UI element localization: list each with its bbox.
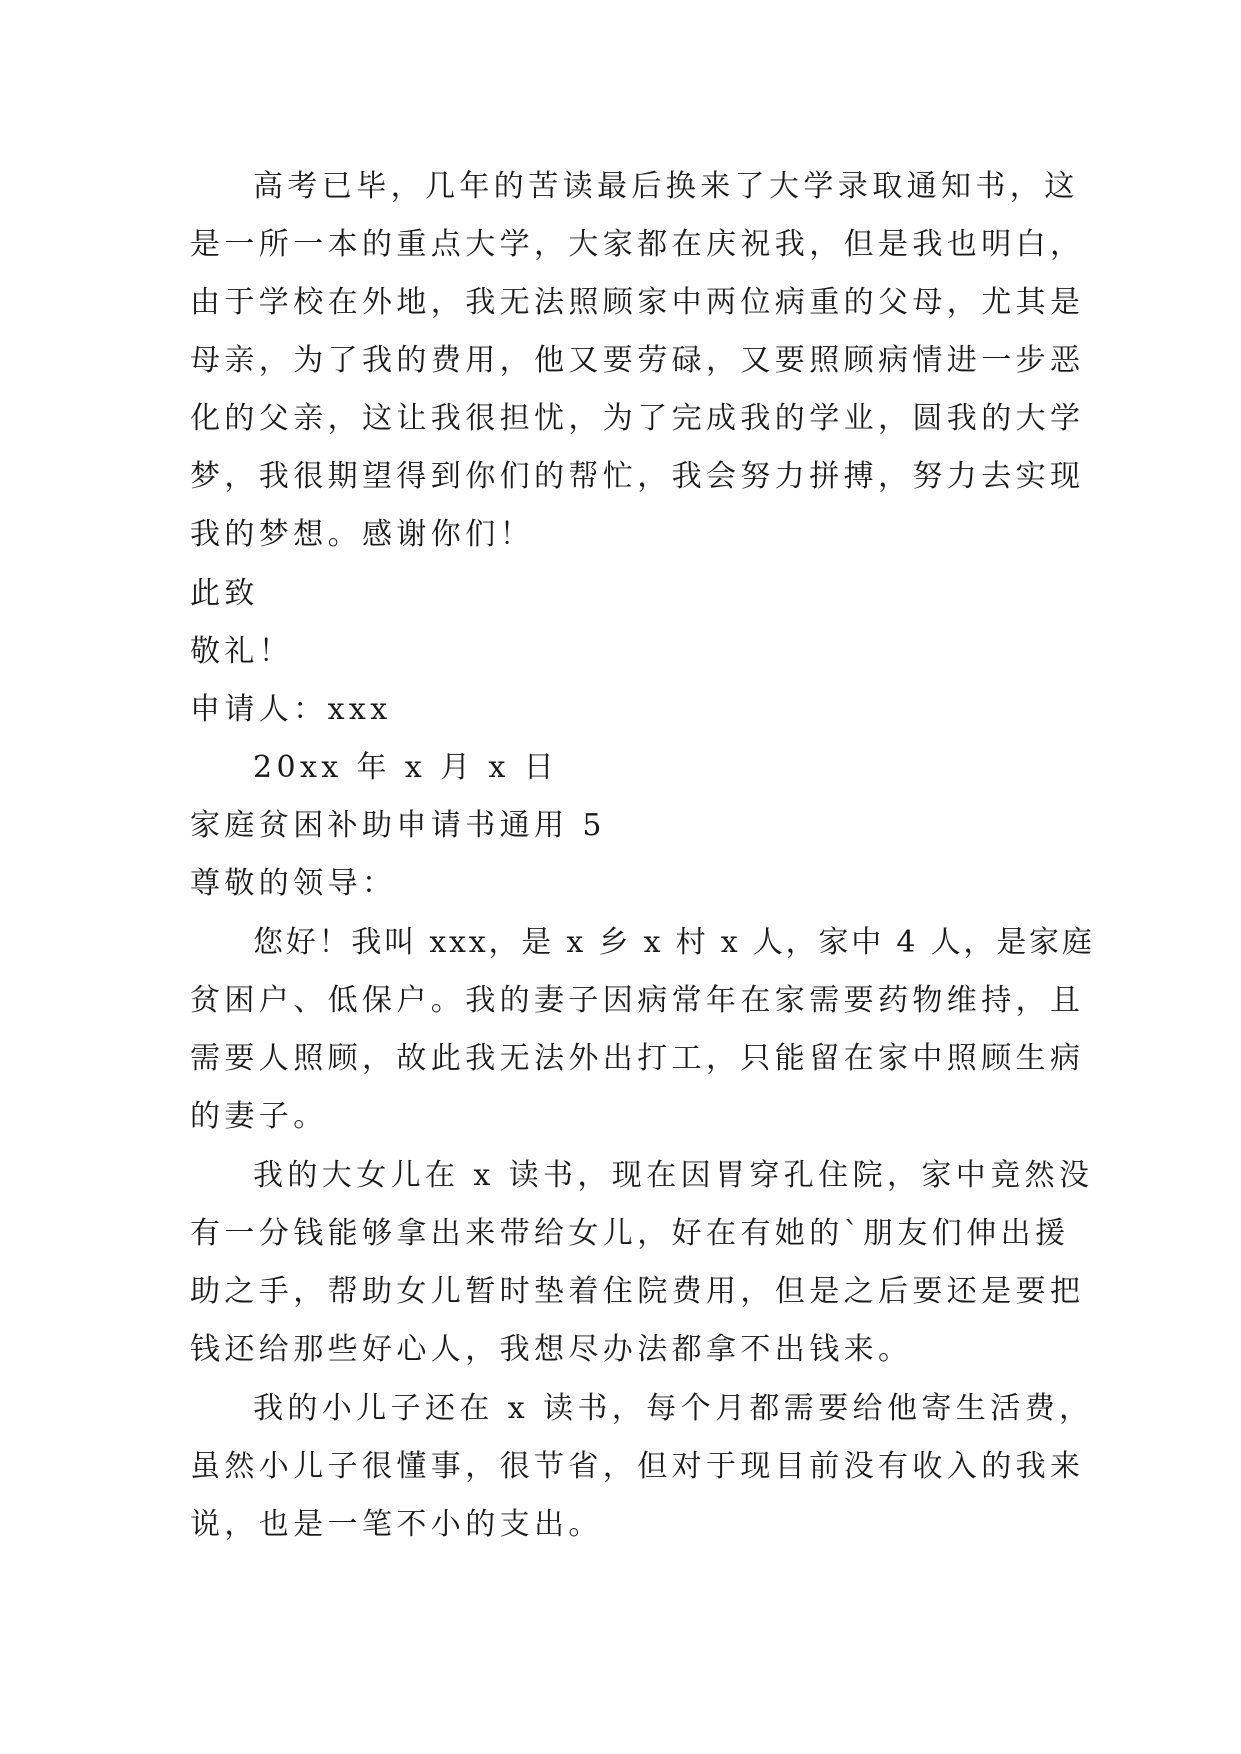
paragraph-line: 由于学校在外地，我无法照顾家中两位病重的父母，尤其是 bbox=[190, 285, 1085, 320]
paragraph-line: 我的梦想。感谢你们！ bbox=[190, 517, 534, 552]
paragraph-line: 您好！我叫 xxx，是 x 乡 x 村 x 人，家中 4 人，是家庭 bbox=[253, 925, 1095, 960]
closing-line: 此致 bbox=[190, 576, 259, 611]
paragraph-line: 母亲，为了我的费用，他又要劳碌，又要照顾病情进一步恶 bbox=[190, 343, 1085, 378]
paragraph-line: 虽然小儿子很懂事，很节省，但对于现目前没有收入的我来 bbox=[190, 1449, 1085, 1484]
signature-date: 20xx 年 x 月 x 日 bbox=[253, 750, 559, 785]
salutation: 尊敬的领导： bbox=[190, 866, 397, 901]
paragraph-line: 说，也是一笔不小的支出。 bbox=[190, 1507, 603, 1542]
paragraph-line: 有一分钱能够拿出来带给女儿，好在有她的`朋友们伸出援 bbox=[190, 1216, 1070, 1251]
paragraph-line: 高考已毕，几年的苦读最后换来了大学录取通知书，这 bbox=[253, 169, 1079, 204]
paragraph-line: 钱还给那些好心人，我想尽办法都拿不出钱来。 bbox=[190, 1332, 913, 1367]
paragraph-line: 需要人照顾，故此我无法外出打工，只能留在家中照顾生病 bbox=[190, 1041, 1085, 1076]
applicant-signature: 申请人：xxx bbox=[190, 692, 392, 727]
paragraph-line: 梦，我很期望得到你们的帮忙，我会努力拼搏，努力去实现 bbox=[190, 459, 1085, 494]
closing-salutation: 敬礼！ bbox=[190, 634, 294, 669]
paragraph-line: 的妻子。 bbox=[190, 1099, 328, 1134]
paragraph-line: 助之手，帮助女儿暂时垫着住院费用，但是之后要还是要把 bbox=[190, 1274, 1085, 1309]
section-title: 家庭贫困补助申请书通用 5 bbox=[190, 808, 606, 843]
paragraph-line: 化的父亲，这让我很担忧，为了完成我的学业，圆我的大学 bbox=[190, 401, 1085, 436]
paragraph-line: 是一所一本的重点大学，大家都在庆祝我，但是我也明白， bbox=[190, 227, 1085, 262]
paragraph-line: 我的小儿子还在 x 读书，每个月都需要给他寄生活费， bbox=[253, 1391, 1094, 1426]
paragraph-line: 我的大女儿在 x 读书，现在因胃穿孔住院，家中竟然没 bbox=[253, 1158, 1094, 1193]
paragraph-line: 贫困户、低保户。我的妻子因病常年在家需要药物维持，且 bbox=[190, 983, 1085, 1018]
